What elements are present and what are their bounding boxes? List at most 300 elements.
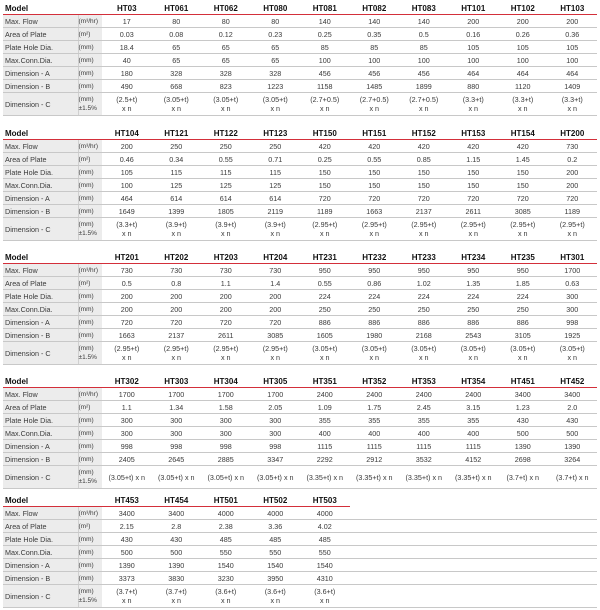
cell-value: 1.1 (201, 277, 251, 290)
cell-value: 150 (300, 179, 350, 192)
empty-cell (399, 559, 449, 572)
table-row (3, 388, 597, 401)
cell-value: 0.34 (152, 153, 202, 166)
row-label: Plate Hole Dia. (3, 533, 78, 546)
cell-value: (2.95+t) x n (300, 218, 350, 241)
empty-cell (449, 507, 499, 520)
cell-value: 224 (498, 290, 548, 303)
cell-value: 2.05 (251, 401, 301, 414)
cell-value: (3.7+t) x n (152, 585, 202, 608)
cell-value: 1.34 (152, 401, 202, 414)
model-name: HT203 (201, 251, 251, 264)
model-name: HT352 (350, 375, 400, 388)
cell-value: 3085 (498, 205, 548, 218)
cell-value: (3.05+t) x n (498, 342, 548, 365)
model-name: HT200 (548, 127, 598, 140)
cell-value: 4310 (300, 572, 350, 585)
model-name: HT081 (300, 2, 350, 15)
row-label: Max.Conn.Dia. (3, 546, 78, 559)
table-row (3, 28, 597, 41)
empty-cell (548, 533, 598, 546)
table-row (3, 342, 597, 365)
cell-value: 2168 (399, 329, 449, 342)
cell-value: 200 (152, 290, 202, 303)
model-name: HT082 (350, 2, 400, 15)
model-name: HT204 (251, 251, 301, 264)
cell-value: 1.75 (350, 401, 400, 414)
cell-value: 886 (300, 316, 350, 329)
cell-value: 1390 (498, 440, 548, 453)
cell-value: 0.5 (399, 28, 449, 41)
empty-cell (350, 507, 400, 520)
cell-value: 3400 (548, 388, 598, 401)
cell-value: 3373 (102, 572, 152, 585)
cell-value: 1.35 (449, 277, 499, 290)
cell-value: 1700 (152, 388, 202, 401)
cell-value: 300 (548, 303, 598, 316)
cell-value: 150 (449, 179, 499, 192)
cell-value: 886 (350, 316, 400, 329)
table-row (3, 67, 597, 80)
cell-value: 65 (152, 41, 202, 54)
row-label: Dimension - A (3, 440, 78, 453)
model-name: HT454 (152, 494, 202, 507)
cell-value: 140 (300, 15, 350, 28)
table-row (3, 507, 597, 520)
model-name: HT452 (548, 375, 598, 388)
cell-value: 730 (251, 264, 301, 277)
row-unit: (m²) (78, 520, 102, 533)
row-label: Dimension - C (3, 585, 78, 608)
table-row (3, 15, 597, 28)
cell-value: 125 (201, 179, 251, 192)
cell-value: 0.85 (399, 153, 449, 166)
cell-value: (3.35+t) x n (449, 466, 499, 489)
cell-value: 65 (201, 54, 251, 67)
cell-value: 150 (300, 166, 350, 179)
cell-value: 200 (548, 15, 598, 28)
cell-value: 0.16 (449, 28, 499, 41)
table-row (3, 572, 597, 585)
cell-value: 17 (102, 15, 152, 28)
model-name: HT151 (350, 127, 400, 140)
model-name: HT102 (498, 2, 548, 15)
cell-value: 0.12 (201, 28, 251, 41)
cell-value: 224 (449, 290, 499, 303)
cell-value: 1120 (498, 80, 548, 93)
cell-value: 430 (548, 414, 598, 427)
empty-cell (498, 533, 548, 546)
row-unit: (m²) (78, 401, 102, 414)
cell-value: 420 (399, 140, 449, 153)
header-row (3, 494, 597, 507)
cell-value: 2885 (201, 453, 251, 466)
cell-value: 2645 (152, 453, 202, 466)
spec-table (3, 127, 597, 241)
model-name: HT121 (152, 127, 202, 140)
spec-table (3, 251, 597, 365)
cell-value: 720 (102, 316, 152, 329)
cell-value: 2.15 (102, 520, 152, 533)
model-name: HT083 (399, 2, 449, 15)
table-row (3, 153, 597, 166)
cell-value: 950 (449, 264, 499, 277)
cell-value: 420 (498, 140, 548, 153)
row-unit: (mm) (78, 205, 102, 218)
cell-value: 105 (548, 41, 598, 54)
row-label: Max.Conn.Dia. (3, 179, 78, 192)
table-row (3, 414, 597, 427)
cell-value: (3.6+t) x n (300, 585, 350, 608)
cell-value: 1390 (548, 440, 598, 453)
cell-value: 720 (300, 192, 350, 205)
cell-value: (3.05+t) x n (350, 342, 400, 365)
cell-value: 250 (152, 140, 202, 153)
cell-value: 614 (201, 192, 251, 205)
empty-cell (399, 520, 449, 533)
cell-value: 200 (201, 303, 251, 316)
cell-value: 430 (152, 533, 202, 546)
cell-value: 150 (498, 179, 548, 192)
empty-cell (350, 546, 400, 559)
cell-value: (3.05+t) x n (102, 466, 152, 489)
cell-value: 105 (102, 166, 152, 179)
cell-value: 1.58 (201, 401, 251, 414)
cell-value: 500 (498, 427, 548, 440)
cell-value: 720 (399, 192, 449, 205)
cell-value: 0.03 (102, 28, 152, 41)
row-unit: (m³/hr) (78, 140, 102, 153)
model-name: HT235 (498, 251, 548, 264)
row-unit: (m³/hr) (78, 264, 102, 277)
cell-value: 65 (152, 54, 202, 67)
cell-value: 2611 (201, 329, 251, 342)
cell-value: 4000 (201, 507, 251, 520)
header-row (3, 2, 597, 15)
cell-value: 1390 (102, 559, 152, 572)
row-unit: (mm) (78, 559, 102, 572)
cell-value: 250 (449, 303, 499, 316)
row-unit: (mm) (78, 533, 102, 546)
row-unit: (mm) (78, 546, 102, 559)
cell-value: 1399 (152, 205, 202, 218)
cell-value: 2137 (152, 329, 202, 342)
cell-value: 730 (548, 140, 598, 153)
cell-value: 1925 (548, 329, 598, 342)
table-row (3, 585, 597, 608)
row-unit: (mm) (78, 290, 102, 303)
cell-value: 1700 (201, 388, 251, 401)
cell-value: (3.35+t) x n (399, 466, 449, 489)
cell-value: 150 (498, 166, 548, 179)
model-name: HT101 (449, 2, 499, 15)
cell-value: 485 (300, 533, 350, 546)
cell-value: (3.7+t) x n (548, 466, 598, 489)
cell-value: 3950 (251, 572, 301, 585)
row-label: Dimension - A (3, 316, 78, 329)
row-label: Dimension - A (3, 192, 78, 205)
cell-value: 0.25 (300, 153, 350, 166)
cell-value: 2912 (350, 453, 400, 466)
cell-value: 115 (152, 166, 202, 179)
table-row (3, 93, 597, 116)
cell-value: (2.7+0.5) x n (350, 93, 400, 116)
empty-cell (350, 520, 400, 533)
cell-value: (2.95+t) x n (350, 218, 400, 241)
cell-value: 614 (152, 192, 202, 205)
cell-value: (2.95+t) x n (498, 218, 548, 241)
row-unit: (mm) ±1.5% (78, 342, 102, 365)
cell-value: 3085 (251, 329, 301, 342)
row-unit: (mm) (78, 41, 102, 54)
cell-value: 880 (449, 80, 499, 93)
cell-value: 4.02 (300, 520, 350, 533)
cell-value: 668 (152, 80, 202, 93)
table-row (3, 533, 597, 546)
cell-value: 65 (251, 54, 301, 67)
empty-cell (399, 572, 449, 585)
cell-value: 250 (201, 140, 251, 153)
row-label: Area of Plate (3, 401, 78, 414)
cell-value: 300 (251, 427, 301, 440)
cell-value: 720 (251, 316, 301, 329)
model-name: HT231 (300, 251, 350, 264)
cell-value: 150 (449, 166, 499, 179)
model-header: Model (3, 375, 102, 388)
cell-value: 0.25 (300, 28, 350, 41)
cell-value: 200 (102, 140, 152, 153)
cell-value: 464 (498, 67, 548, 80)
empty-cell (498, 572, 548, 585)
cell-value: 490 (102, 80, 152, 93)
spec-table-5 (3, 494, 597, 608)
cell-value: 456 (350, 67, 400, 80)
cell-value: (3.9+t) x n (152, 218, 202, 241)
row-label: Dimension - A (3, 67, 78, 80)
cell-value: 1115 (449, 440, 499, 453)
cell-value: 1980 (350, 329, 400, 342)
cell-value: 1605 (300, 329, 350, 342)
table-row (3, 179, 597, 192)
cell-value: 730 (201, 264, 251, 277)
row-unit: (mm) (78, 427, 102, 440)
cell-value: 464 (449, 67, 499, 80)
cell-value: 0.36 (548, 28, 598, 41)
model-name: HT451 (498, 375, 548, 388)
cell-value: 355 (300, 414, 350, 427)
cell-value: 328 (251, 67, 301, 80)
cell-value: 0.5 (102, 277, 152, 290)
cell-value: 2698 (498, 453, 548, 466)
spec-table-2 (3, 127, 597, 241)
cell-value: (2.5+t) x n (102, 93, 152, 116)
cell-value: 550 (201, 546, 251, 559)
cell-value: 886 (498, 316, 548, 329)
model-name: HT150 (300, 127, 350, 140)
cell-value: 730 (152, 264, 202, 277)
cell-value: 224 (300, 290, 350, 303)
cell-value: (3.3+t) x n (498, 93, 548, 116)
row-unit: (mm) (78, 179, 102, 192)
cell-value: 1189 (548, 205, 598, 218)
cell-value: 224 (399, 290, 449, 303)
cell-value: 300 (548, 290, 598, 303)
cell-value: 1.85 (498, 277, 548, 290)
cell-value: 998 (201, 440, 251, 453)
table-row (3, 316, 597, 329)
spec-table-1 (3, 2, 597, 116)
spec-table (3, 2, 597, 116)
cell-value: 720 (350, 192, 400, 205)
cell-value: 1.23 (498, 401, 548, 414)
empty-cell (449, 533, 499, 546)
cell-value: 224 (350, 290, 400, 303)
cell-value: 355 (399, 414, 449, 427)
cell-value: 65 (251, 41, 301, 54)
cell-value: 2119 (251, 205, 301, 218)
row-label: Dimension - C (3, 466, 78, 489)
cell-value: (3.7+t) x n (498, 466, 548, 489)
header-row (3, 127, 597, 140)
cell-value: 125 (251, 179, 301, 192)
model-name: HT501 (201, 494, 251, 507)
cell-value: 998 (251, 440, 301, 453)
row-label: Dimension - B (3, 453, 78, 466)
cell-value: 400 (449, 427, 499, 440)
cell-value: 3105 (498, 329, 548, 342)
cell-value: 0.46 (102, 153, 152, 166)
cell-value: (2.95+t) x n (251, 342, 301, 365)
cell-value: 0.8 (152, 277, 202, 290)
row-unit: (mm) (78, 453, 102, 466)
cell-value: 720 (548, 192, 598, 205)
cell-value: 200 (251, 303, 301, 316)
cell-value: 1.02 (399, 277, 449, 290)
row-label: Area of Plate (3, 153, 78, 166)
row-unit: (mm) (78, 440, 102, 453)
cell-value: 250 (399, 303, 449, 316)
spec-table-4 (3, 375, 597, 489)
cell-value: 1700 (548, 264, 598, 277)
cell-value: 2543 (449, 329, 499, 342)
table-row (3, 205, 597, 218)
table-row (3, 559, 597, 572)
table-row (3, 41, 597, 54)
row-unit: (m²) (78, 28, 102, 41)
cell-value: 2292 (300, 453, 350, 466)
cell-value: 300 (201, 414, 251, 427)
model-name: HT354 (449, 375, 499, 388)
cell-value: 300 (251, 414, 301, 427)
row-unit: (m³/hr) (78, 507, 102, 520)
cell-value: 300 (102, 414, 152, 427)
cell-value: 200 (449, 15, 499, 28)
cell-value: (3.05+t) x n (201, 93, 251, 116)
cell-value: 80 (152, 15, 202, 28)
cell-value: 300 (201, 427, 251, 440)
cell-value: 0.26 (498, 28, 548, 41)
table-row (3, 303, 597, 316)
row-label: Dimension - B (3, 205, 78, 218)
cell-value: 1649 (102, 205, 152, 218)
cell-value: (2.95+t) x n (201, 342, 251, 365)
table-row (3, 401, 597, 414)
cell-value: 100 (449, 54, 499, 67)
row-unit: (mm) (78, 329, 102, 342)
cell-value: 3400 (102, 507, 152, 520)
spec-table (3, 494, 597, 608)
cell-value: (3.05+t) x n (449, 342, 499, 365)
cell-value: 998 (548, 316, 598, 329)
empty-cell (498, 520, 548, 533)
row-unit: (m³/hr) (78, 388, 102, 401)
cell-value: 730 (102, 264, 152, 277)
cell-value: 4000 (300, 507, 350, 520)
cell-value: 100 (498, 54, 548, 67)
cell-value: 0.55 (350, 153, 400, 166)
cell-value: 430 (498, 414, 548, 427)
cell-value: 886 (449, 316, 499, 329)
cell-value: 250 (350, 303, 400, 316)
cell-value: 400 (399, 427, 449, 440)
cell-value: 115 (251, 166, 301, 179)
cell-value: 1663 (102, 329, 152, 342)
cell-value: 950 (498, 264, 548, 277)
cell-value: (3.05+t) x n (152, 93, 202, 116)
cell-value: 140 (399, 15, 449, 28)
cell-value: 0.35 (350, 28, 400, 41)
cell-value: 0.55 (300, 277, 350, 290)
cell-value: 2405 (102, 453, 152, 466)
cell-value: 150 (350, 166, 400, 179)
cell-value: 1540 (251, 559, 301, 572)
cell-value: 105 (449, 41, 499, 54)
cell-value: 2.0 (548, 401, 598, 414)
model-name: HT104 (102, 127, 152, 140)
cell-value: 80 (251, 15, 301, 28)
table-row (3, 290, 597, 303)
cell-value: 180 (102, 67, 152, 80)
cell-value: 456 (300, 67, 350, 80)
row-label: Dimension - B (3, 329, 78, 342)
cell-value: (2.95+t) x n (102, 342, 152, 365)
cell-value: 2400 (449, 388, 499, 401)
empty-cell (449, 585, 499, 608)
cell-value: 18.4 (102, 41, 152, 54)
row-unit: (m²) (78, 277, 102, 290)
table-row (3, 440, 597, 453)
cell-value: 2.45 (399, 401, 449, 414)
cell-value: 485 (251, 533, 301, 546)
empty-cell (350, 533, 400, 546)
cell-value: 950 (350, 264, 400, 277)
cell-value: 720 (152, 316, 202, 329)
cell-value: 80 (201, 15, 251, 28)
row-unit: (mm) (78, 414, 102, 427)
cell-value: 3532 (399, 453, 449, 466)
table-row (3, 329, 597, 342)
cell-value: 2400 (350, 388, 400, 401)
row-unit: (mm) ±1.5% (78, 466, 102, 489)
cell-value: 125 (152, 179, 202, 192)
row-label: Max. Flow (3, 15, 78, 28)
empty-cell (548, 546, 598, 559)
empty-cell (350, 585, 400, 608)
cell-value: (2.95+t) x n (449, 218, 499, 241)
cell-value: 0.86 (350, 277, 400, 290)
row-unit: (m³/hr) (78, 15, 102, 28)
table-row (3, 166, 597, 179)
